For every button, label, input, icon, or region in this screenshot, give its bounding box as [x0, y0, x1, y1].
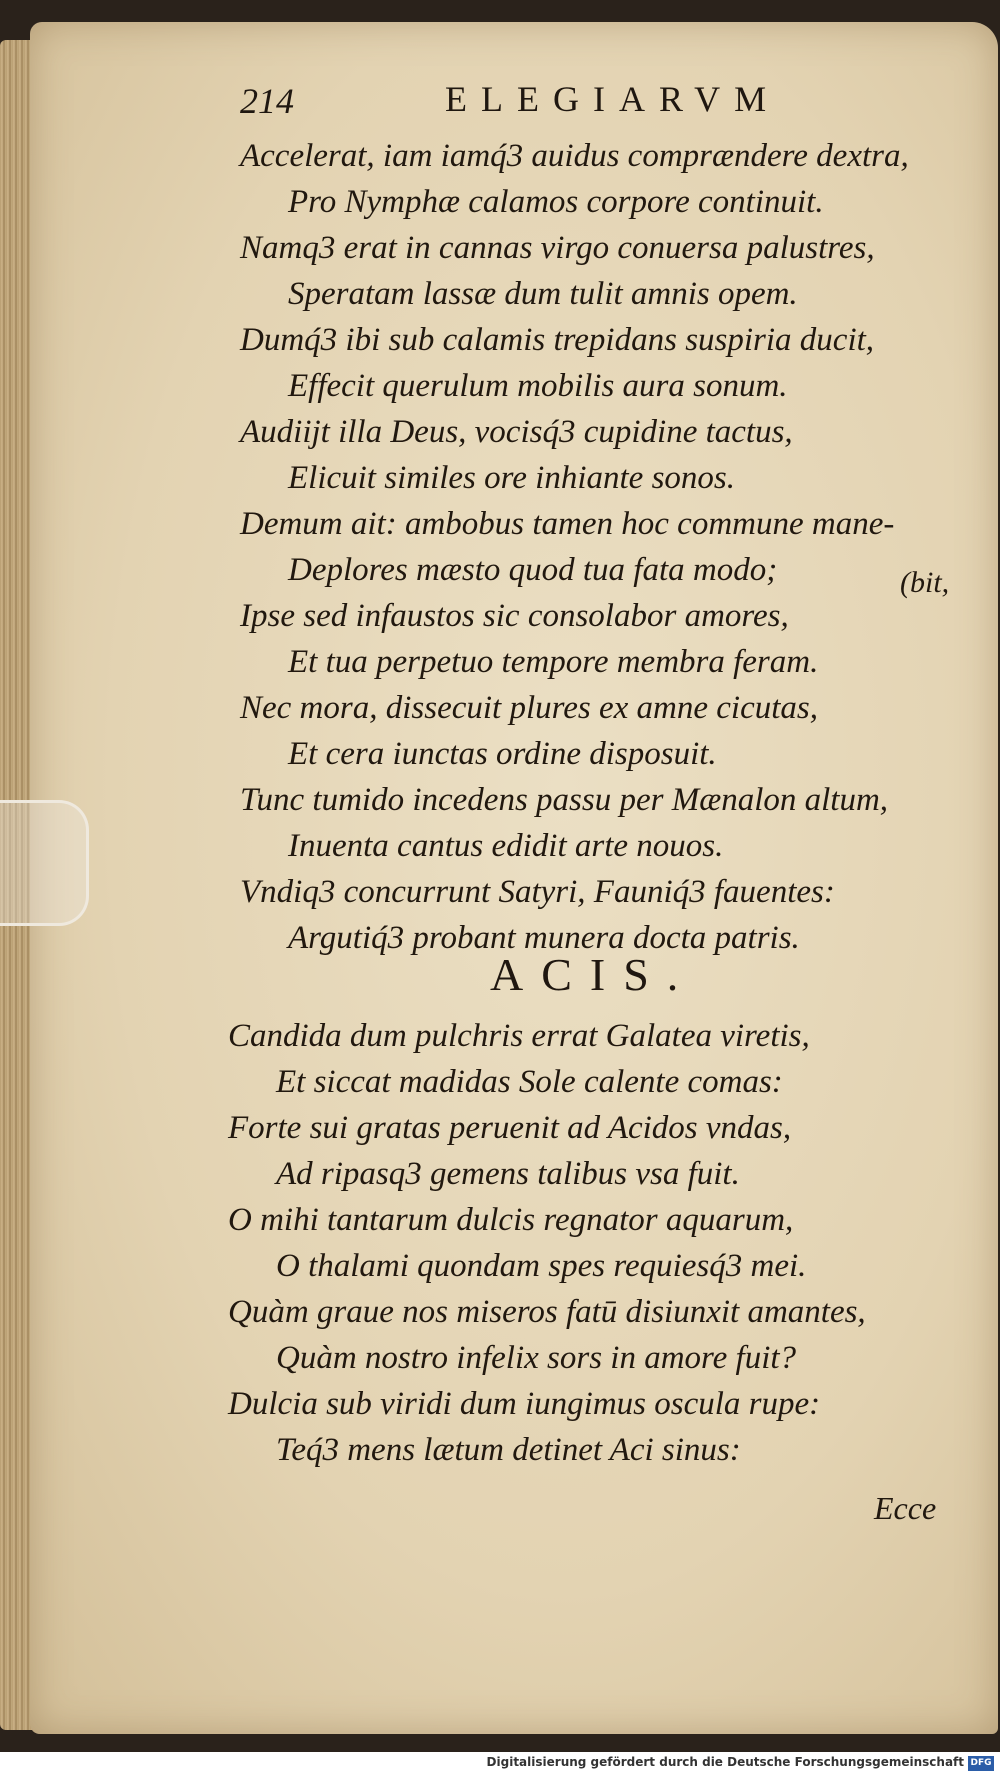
poem-line: Audiijt illa Deus, vocisq́3 cupidine tactus,: [240, 414, 793, 450]
acis-line: Dulcia sub viridi dum iungimus oscula rupe:: [228, 1386, 821, 1422]
acis-line: Quàm graue nos miseros fatū disiunxit amantes,: [228, 1294, 866, 1330]
turnover-fragment: (bit,: [900, 566, 950, 599]
section-heading: ACIS.: [490, 949, 697, 1000]
footer-credit: Digitalisierung gefördert durch die Deutsche Forschungsgemeinschaft: [486, 1755, 964, 1769]
poem-line: Inuenta cantus edidit arte nouos.: [288, 828, 724, 864]
acis-line: O thalami quondam spes requiesq́3 mei.: [276, 1248, 807, 1284]
poem-line: Accelerat, iam iamq́3 auidus comprændere dextra,: [240, 138, 909, 174]
poem-line: Demum ait: ambobus tamen hoc commune mane-: [240, 506, 895, 542]
poem-line: Pro Nymphæ calamos corpore continuit.: [288, 184, 824, 220]
poem-line: Vndiq3 concurrunt Satyri, Fauniq́3 fauentes:: [240, 874, 835, 910]
poem-line: Et tua perpetuo tempore membra feram.: [288, 644, 819, 680]
poem-line: Et cera iunctas ordine disposuit.: [288, 736, 717, 772]
acis-line: O mihi tantarum dulcis regnator aquarum,: [228, 1202, 794, 1238]
poem-line: Namq3 erat in cannas virgo conuersa palustres,: [240, 230, 875, 266]
poem-line: Effecit querulum mobilis aura sonum.: [288, 368, 788, 404]
acis-line: Teq́3 mens lætum detinet Aci sinus:: [276, 1432, 741, 1468]
poem-line: Argutiq́3 probant munera docta patris.: [288, 920, 800, 956]
acis-line: Ad ripasq3 gemens talibus vsa fuit.: [276, 1156, 740, 1192]
acis-line: Forte sui gratas peruenit ad Acidos vndas,: [228, 1110, 792, 1146]
poem-line: Speratam lassæ dum tulit amnis opem.: [288, 276, 798, 312]
poem-line: Tunc tumido incedens passu per Mænalon altum,: [240, 782, 889, 818]
catchword: Ecce: [874, 1490, 937, 1526]
acis-line: Et siccat madidas Sole calente comas:: [276, 1064, 783, 1100]
bookmark-clip: [0, 800, 89, 926]
acis-line: Quàm nostro infelix sors in amore fuit?: [276, 1340, 797, 1376]
poem-line: Deplores mæsto quod tua fata modo;: [288, 552, 778, 588]
dfg-logo: DFG: [968, 1756, 994, 1771]
acis-line: Candida dum pulchris errat Galatea viretis,: [228, 1018, 810, 1054]
poem-line: Nec mora, dissecuit plures ex amne cicutas,: [240, 690, 818, 726]
digitization-footer: [0, 1752, 1000, 1776]
poem-line: Dumq́3 ibi sub calamis trepidans suspiria ducit,: [240, 322, 875, 358]
running-head: ELEGIARVM: [445, 79, 781, 119]
page-number: 214: [240, 81, 294, 121]
poem-line: Ipse sed infaustos sic consolabor amores,: [240, 598, 789, 634]
poem-line: Elicuit similes ore inhiante sonos.: [288, 460, 735, 496]
